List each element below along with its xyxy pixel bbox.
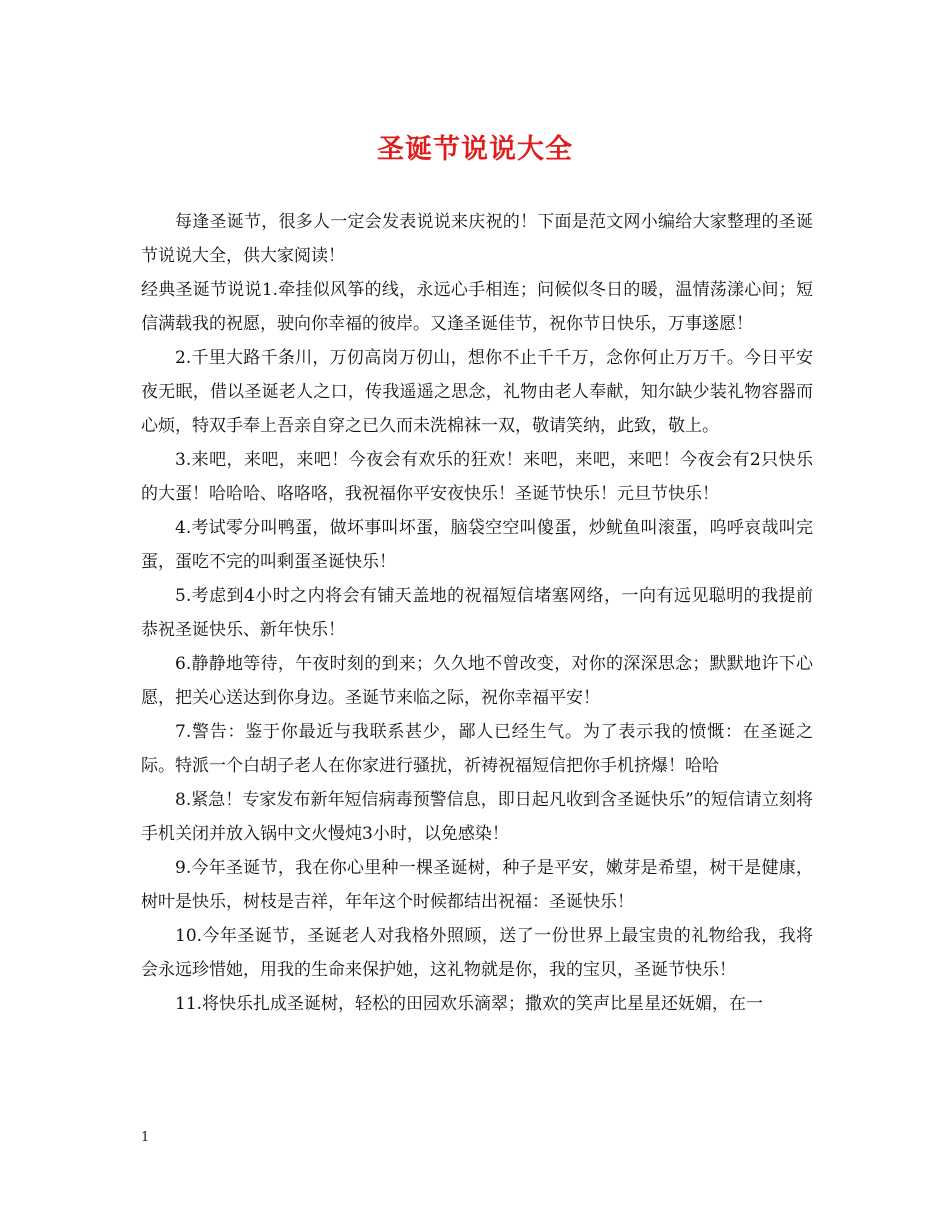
list-item: 10.今年圣诞节，圣诞老人对我格外照顾，送了一份世界上最宝贵的礼物给我，我将会永远珍惜她，用我的生命来保护她，这礼物就是你，我的宝贝，圣诞节快乐！ <box>141 926 813 980</box>
page-number: 1 <box>141 1130 150 1145</box>
list-item: 5.考虑到4小时之内将会有铺天盖地的祝福短信堵塞网络，一向有远见聪明的我提前恭祝圣诞快乐、新年快乐！ <box>141 586 813 640</box>
first-item-paragraph <box>141 273 813 341</box>
document-body <box>141 205 813 1021</box>
list-item: 6.静静地等待，午夜时刻的到来；久久地不曾改变，对你的深深思念；默默地许下心愿，把关心送达到你身边。圣诞节来临之际，祝你幸福平安！ <box>141 654 813 708</box>
list-item: 1.牵挂似风筝的线，永远心手相连；问候似冬日的暖，温情荡漾心间；短信满载我的祝愿，驶向你幸福的彼岸。又逢圣诞佳节，祝你节日快乐，万事遂愿！ <box>141 280 814 334</box>
intro-paragraph: 每逢圣诞节，很多人一定会发表说说来庆祝的！下面是范文网小编给大家整理的圣诞节说说大全，供大家阅读！ <box>141 212 813 266</box>
list-item: 2.千里大路千条川，万仞高岗万仞山，想你不止千千万，念你何止万万千。今日平安夜无眠，借以圣诞老人之口，传我遥遥之思念，礼物由老人奉献，知尔缺少装礼物容器而心烦，特双手奉上吾亲自穿之已久而未洗棉袜一双，敬请笑纳，此致，敬上。 <box>141 348 813 436</box>
list-item: 9.今年圣诞节，我在你心里种一棵圣诞树，种子是平安，嫩芽是希望，树干是健康，树叶是快乐，树枝是吉祥，年年这个时候都结出祝福：圣诞快乐！ <box>141 858 813 912</box>
list-item: 11.将快乐扎成圣诞树，轻松的田园欢乐滴翠；撒欢的笑声比星星还妩媚，在一 <box>175 994 764 1014</box>
list-item: 8.紧急！专家发布新年短信病毒预警信息，即日起凡收到含圣诞快乐”的短信请立刻将手机关闭并放入锅中文火慢炖3小时，以免感染！ <box>141 790 813 844</box>
section-label: 经典圣诞节说说 <box>141 280 262 300</box>
list-item: 7.警告：鉴于你最近与我联系甚少，鄙人已经生气。为了表示我的愤慨：在圣诞之际。特派一个白胡子老人在你家进行骚扰，祈祷祝福短信把你手机挤爆！哈哈 <box>141 722 813 776</box>
document-title: 圣诞节说说大全 <box>377 134 573 165</box>
list-item: 4.考试零分叫鸭蛋，做坏事叫坏蛋，脑袋空空叫傻蛋，炒鱿鱼叫滚蛋，呜呼哀哉叫完蛋，蛋吃不完的叫剩蛋圣诞快乐！ <box>141 518 813 572</box>
list-item: 3.来吧，来吧，来吧！今夜会有欢乐的狂欢！来吧，来吧，来吧！今夜会有2只快乐的大蛋！哈哈哈、咯咯咯，我祝福你平安夜快乐！圣诞节快乐！元旦节快乐！ <box>141 450 813 504</box>
